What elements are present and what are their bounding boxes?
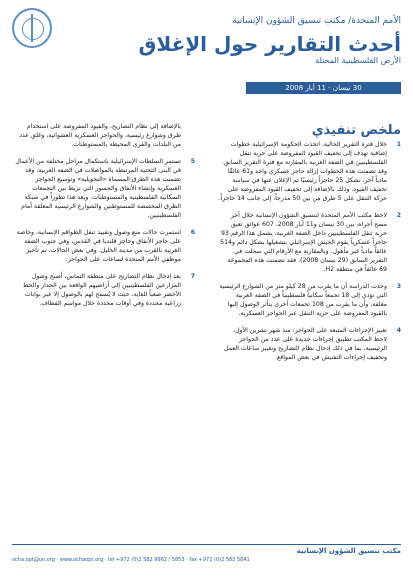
- paragraph: [218, 140, 401, 203]
- page-subtitle: الأرض الفلسطينية المحتلة: [315, 56, 401, 65]
- footer-contact: ocha.opt@un.org · www.ochaopt.org · tel +972 (0)2 582 9962 / 5853 · fax +972 (0)2 582 5841: [12, 557, 250, 563]
- paragraph: [218, 211, 401, 274]
- paragraph: [12, 122, 195, 149]
- paragraph-text: تغيير الإجراءات المتبعة على الحواجز: منذ شهر تشرين الأول، لاحظ المكتب تطبيق إجراءات جديدة على عدد من الحواجز الرئيسية، بما في ذلك إدخال نظام التصاريح وتغيير ساعات العمل وتخفيف إجراءات التفتيش في بعض المواقع.: [224, 327, 387, 361]
- paragraph-text: بالإضافة إلى نظام التصاريح، والقيود المفروضة على استخدام طرق وشوارع رئيسية، والحواجز العسكرية العشوائية، وغلق عدد من البلدات والقرى المحيطة بالمستوطنات.: [19, 123, 181, 148]
- paragraph-number: 4: [396, 327, 401, 334]
- paragraph: [218, 282, 401, 318]
- paragraph-number: 3: [396, 283, 401, 290]
- paragraph-text: استمرت حالات منع وصول وتقييد تنقل الطواقم الإنسانية، وخاصة على حاجز الأنفاق وحاجز قلنديا في القدس، وفي جنوب الضفة الغربية بالقرب من مدينة الخليل. وفي بعض الحالات، تم تأخير موظفي الأمم المتحدة لساعات على الحواجز.: [16, 229, 181, 263]
- paragraph-number: 5: [190, 158, 195, 165]
- un-emblem-icon: [12, 8, 52, 48]
- organization-name: الأمم المتحدة/ مكتب تنسيق الشؤون الإنسانية: [232, 16, 401, 26]
- paragraph-number: 1: [396, 141, 401, 148]
- paragraph-text: لاحظ مكتب الأمم المتحدة لتنسيق الشؤون الإنسانية خلال آخر مسح أجراه، بين 30 نيسان و11 أيار 2008، 607 عوائق تعيق حرية تنقل الفلسطينيين داخل الضفة الغربية، يشمل هذا الرقم 93 حاجزاً عسكرياً يقوم الجيش الإسرائيلي بتشغيلها بشكل دائم و514 عائقاً مادياً غير مأهول. وبالمقارنة مع الأرقام التي سجلت في التقرير السابق (29 نيسان 2008)، فقد تضمنت هذه المجموعة 69 عائقاً في منطقة H2.: [220, 212, 387, 273]
- paragraph: [12, 272, 195, 308]
- page-title: أحدث التقارير حول الإغلاق: [138, 32, 401, 56]
- paragraph-number: 7: [190, 273, 195, 280]
- date-banner: 30 نيسان - 11 أيار 2008: [246, 82, 401, 94]
- paragraph-text: خلال فترة التقرير الحالية، اتخذت الحكومة الإسرائيلية خطوات إضافية تهدف إلى تخفيف القيود المفروضة على حرية تنقل الفلسطينيين في الضفة الغربية بالمقارنة مع فترة التقرير السابق. وقد تضمنت هذه الخطوات إزالة حاجز عسكري واحد و61 عائقًا مادياً آخر، تشكل 25 حاجزاً رئيسيًا تم الإعلان عنها في سياسة تخفيف القيود. وذلك بالإضافة إلى تخفيف القيود المفروضة على حركة التنقل على 5 طرق من بين 50 مدرجاً، إلى جانب 14 حاجزاً.: [218, 141, 387, 202]
- paragraph: [218, 326, 401, 362]
- page-footer: [12, 544, 401, 563]
- paragraph-text: تستمر السلطات الإسرائيلية باستكمال مراحل مختلفة من الأعمال في البنى التحتية المرتبطة بالمواصلات في الضفة الغربية، وقد تضمنت هذه الطرق المسماة «التحويلية» وتوسيع الحواجز العسكرية وإنشاء الأنفاق والجسور التي تربط بين التجمعات السكانية الفلسطينية والمستوطنات. ويعد هذا تطوراً في شبكة الطرق المخصصة للمستوطنين والشوارع الرئيسية المغلقة أمام الفلسطينيين.: [15, 158, 181, 219]
- paragraph: [12, 228, 195, 264]
- section-heading: ملخص تنفيذي: [311, 123, 401, 138]
- footer-org-name: مكتب تنسيق الشؤون الإنسانية: [296, 547, 401, 555]
- paragraph-text: بعد إدخال نظام التصاريح على منطقة التماس، أصبح وصول المزارعين الفلسطينيين إلى أراضيهم الواقعة بين الجدار والخط الأخضر صعباً للغاية، حيث لا يُسمح لهم بالوصول إلا عبر بوابات زراعية محددة وفي أوقات محددة خلال مواسم القطاف.: [22, 273, 181, 307]
- paragraph-text: وجدت الدراسة أن ما يقرب من 28 كيلو متر من الشوارع الرئيسية التي تؤدي إلى 18 تجمعاً سكانياً فلسطينياً في الضفة الغربية مغلقة، وأن ما يقرب من 108 تجمعات أخرى يتأثر الوصول إليها بالقيود المفروضة على حرية التنقل عبر الحواجز العسكرية.: [219, 283, 387, 317]
- paragraph-number: 2: [396, 212, 401, 219]
- left-text-column: [12, 122, 195, 316]
- right-text-column: [218, 140, 401, 370]
- paragraph-number: 6: [190, 229, 195, 236]
- paragraph: [12, 157, 195, 220]
- report-header: [0, 0, 413, 95]
